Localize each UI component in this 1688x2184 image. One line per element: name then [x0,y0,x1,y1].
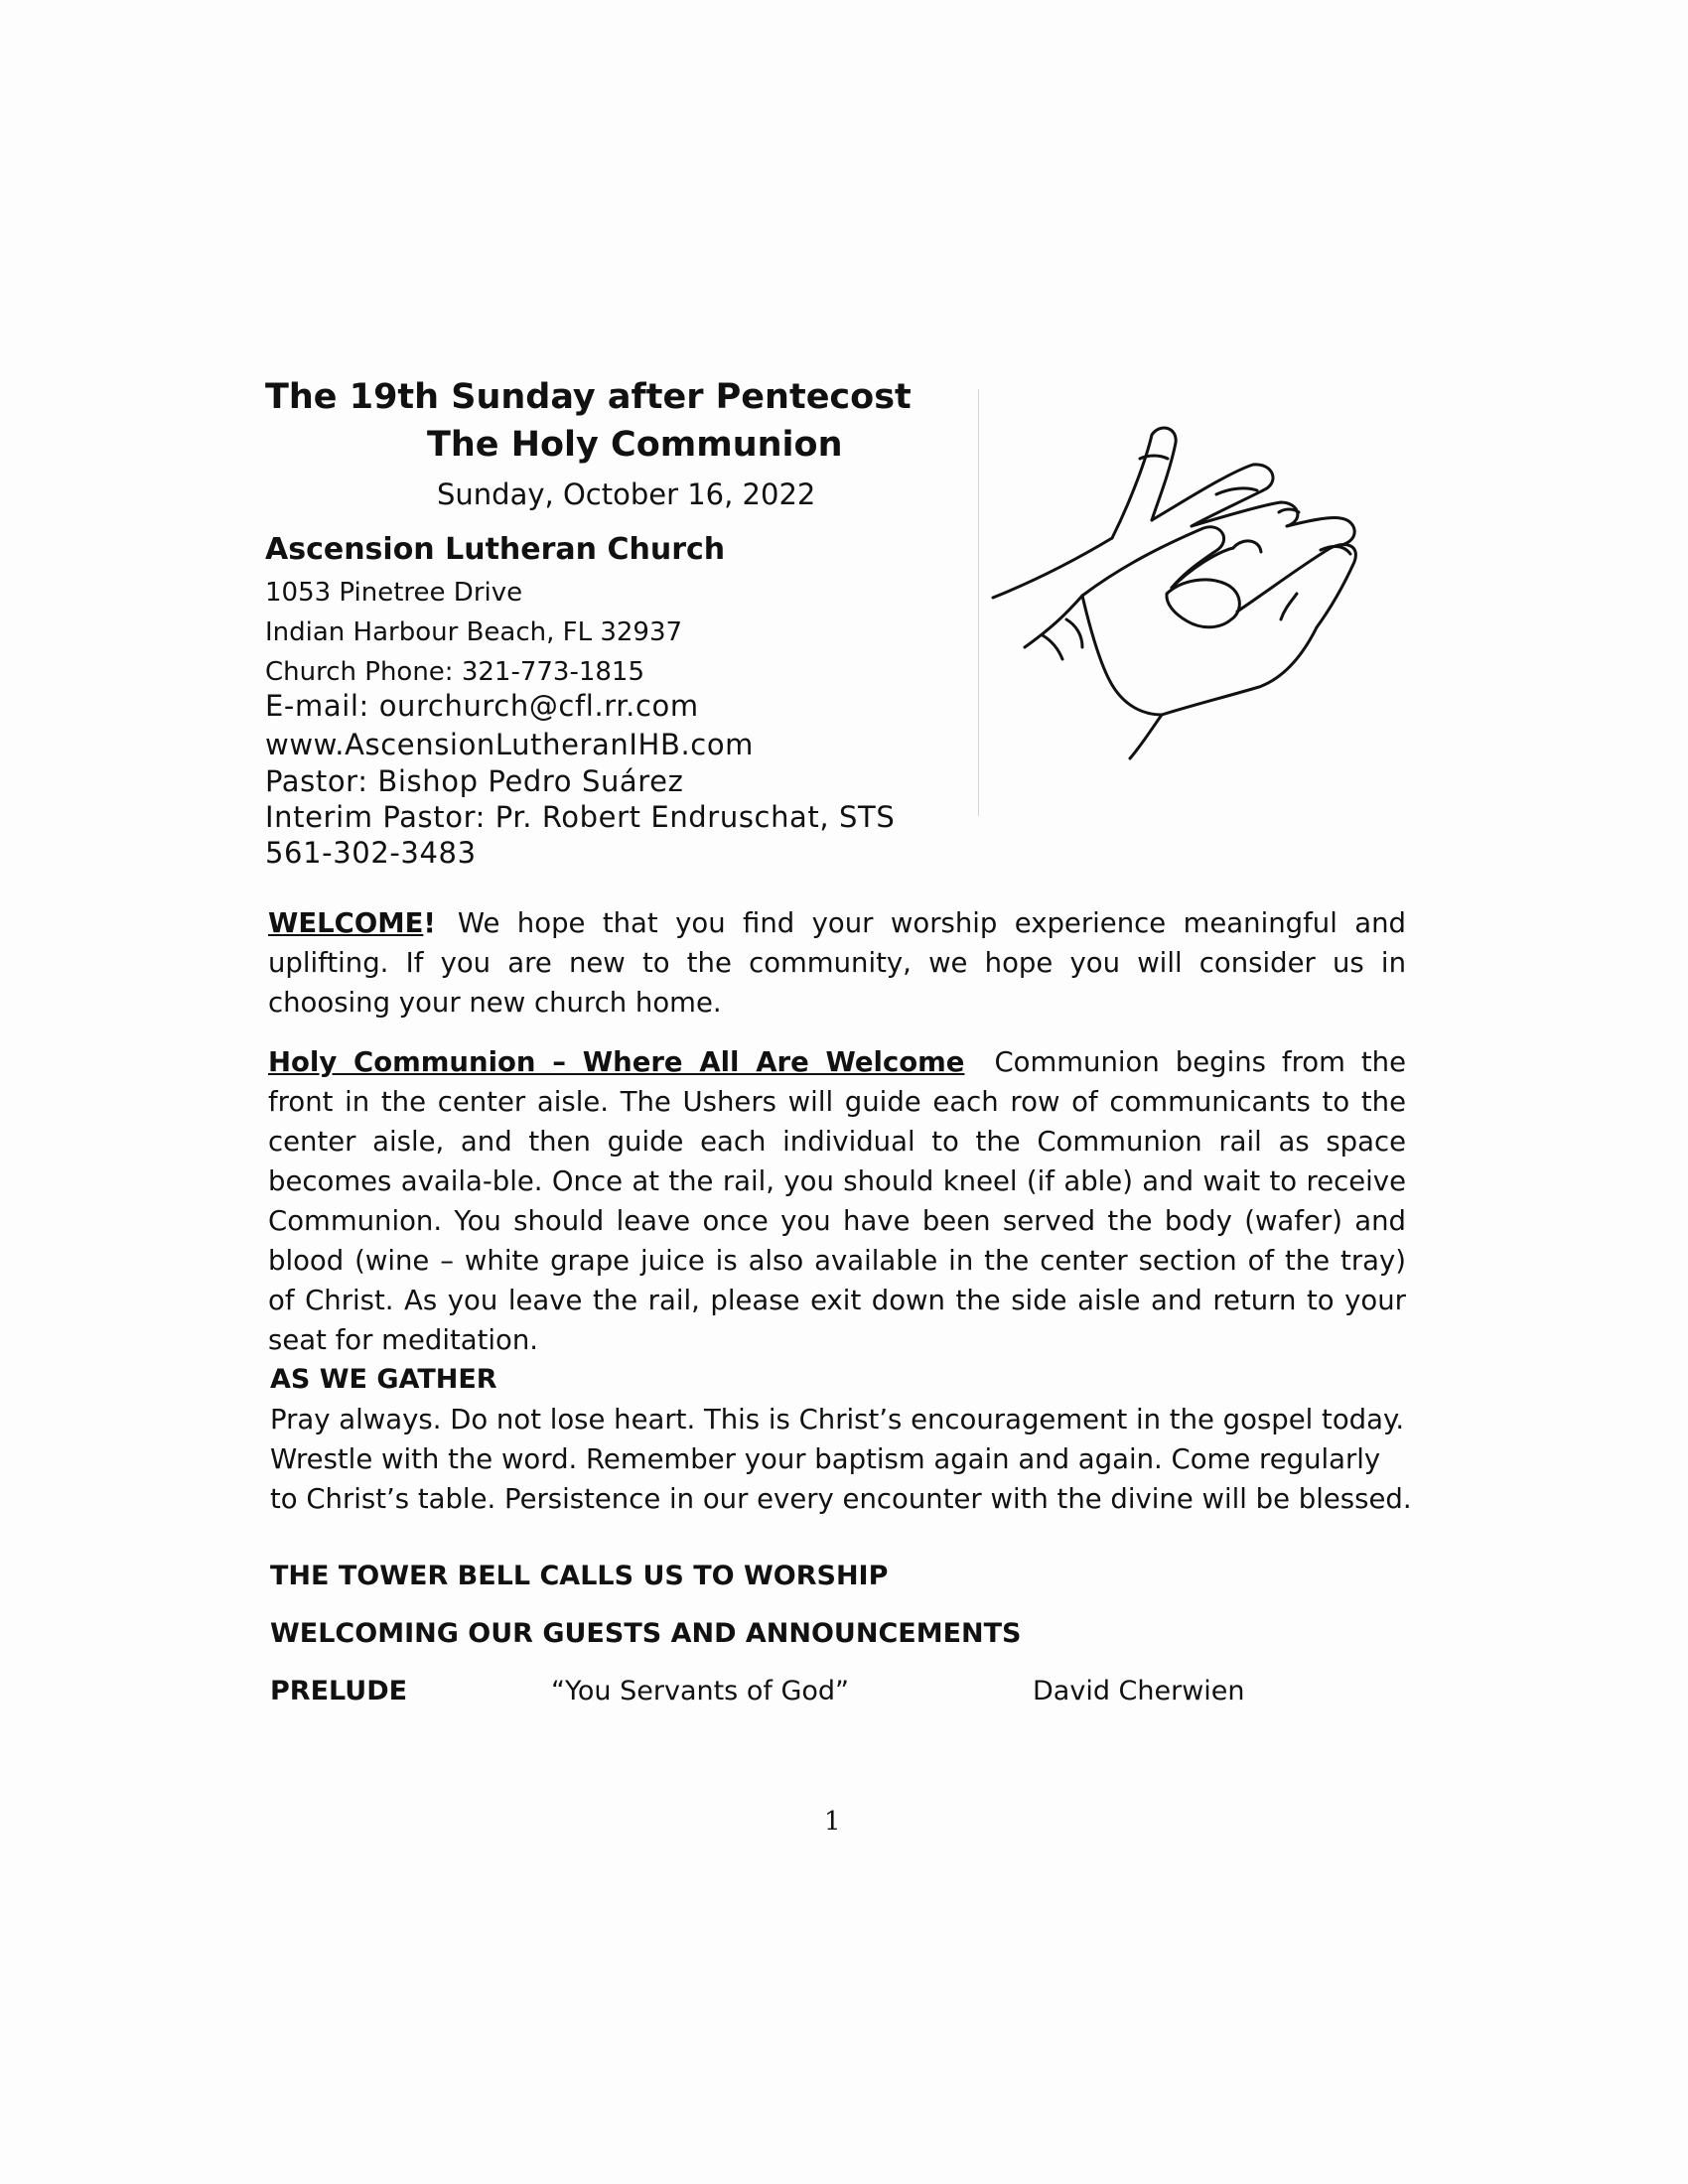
service-title: The 19th Sunday after Pentecost [265,377,912,417]
gather-text: Pray always. Do not lose heart. This is Christ’s encouragement in the gospel today. Wrestle with the word. Remember your baptism again and again. Come regularly to Christ’s table. Persistence in our every encounter with the divine will be blessed. [270,1404,1412,1515]
interim-pastor: Interim Pastor: Pr. Robert Endruschat, STS [265,800,896,834]
welcome-paragraph [268,903,1406,1023]
welcome-text: We hope that you find your worship experience meaningful and uplifting. If you are new to the community, we hope you will consider us in choosing your new church home. [268,907,1406,1019]
pastor: Pastor: Bishop Pedro Suárez [265,764,684,798]
prelude-label: PRELUDE [270,1676,408,1706]
church-website: www.AscensionLutheranIHB.com [265,728,755,761]
tower-bell-heading: THE TOWER BELL CALLS US TO WORSHIP [270,1561,889,1591]
communion-label: Holy Communion – Where All Are Welcome [268,1046,965,1078]
welcome-label: WELCOME [268,907,424,939]
communion-paragraph [268,1042,1406,1360]
prelude-composer: David Cherwien [1033,1676,1245,1706]
prelude-title: “You Servants of God” [551,1676,850,1706]
service-subtitle: The Holy Communion [427,425,843,465]
communion-text: Communion begins from the front in the center aisle. The Ushers will guide each row of communicants to the center aisle, and then guide each individual to the Communion rail as space becomes availa-ble. Once at the rail, you should kneel (if able) and wait to receive Communion. You should leave once you have been served the body (wafer) and blood (wine – white grape juice is also available in the center section of the tray) of Christ. As you leave the rail, please exit down the side aisle and return to your seat for meditation. [268,1046,1406,1356]
church-address-line2: Indian Harbour Beach, FL 32937 [265,617,683,647]
divider-line [978,389,979,816]
interim-pastor-phone: 561-302-3483 [265,836,477,870]
church-phone: Church Phone: 321-773-1815 [265,657,645,687]
gather-heading: AS WE GATHER [270,1364,497,1395]
page-number: 1 [824,1807,841,1837]
praying-hands-icon [983,417,1410,784]
service-date: Sunday, October 16, 2022 [437,478,816,511]
welcoming-heading: WELCOMING OUR GUESTS AND ANNOUNCEMENTS [270,1618,1022,1649]
church-email: E-mail: ourchurch@cfl.rr.com [265,689,699,723]
church-name: Ascension Lutheran Church [265,532,726,567]
welcome-exclaim: ! [423,907,436,939]
church-address-line1: 1053 Pinetree Drive [265,578,523,608]
